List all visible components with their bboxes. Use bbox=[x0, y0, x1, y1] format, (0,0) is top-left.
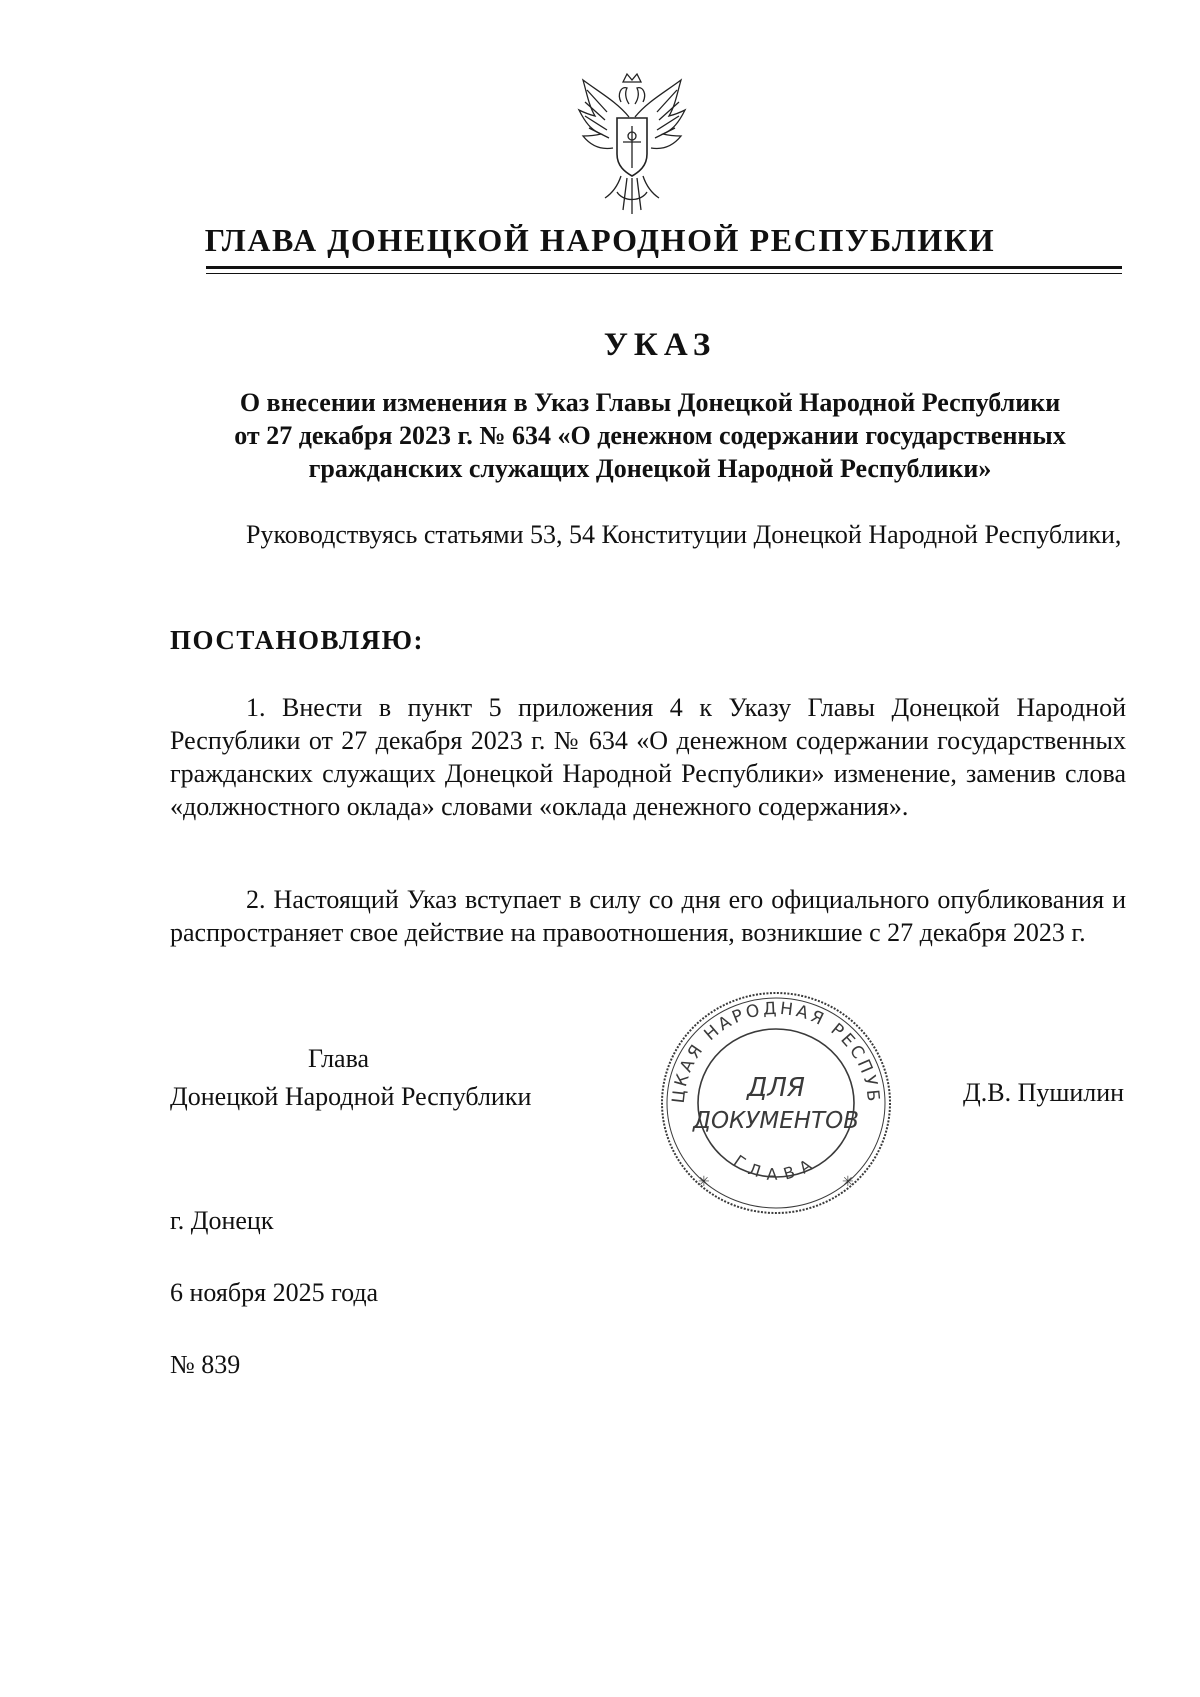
seal-bottom-text: ГЛАВА bbox=[730, 1151, 822, 1184]
seal-ring-text: ЦКАЯ НАРОДНАЯ РЕСПУБ bbox=[668, 998, 884, 1106]
clause-line: 2. Настоящий Указ вступает в силу со дня его официального bbox=[246, 885, 930, 914]
clause-line: с 27 декабря 2023 г. bbox=[869, 918, 1086, 947]
document-title-line: гражданских служащих Донецкой Народной Республики» bbox=[308, 454, 992, 483]
seal-star-icon: ✳ bbox=[842, 1174, 854, 1190]
preamble-line: Республики, bbox=[984, 520, 1122, 549]
seal-star-icon: ✳ bbox=[698, 1174, 710, 1190]
clause-2-paragraph bbox=[170, 883, 1126, 949]
header-rule-thick bbox=[206, 266, 1122, 269]
issuing-authority-heading: ГЛАВА ДОНЕЦКОЙ НАРОДНОЙ РЕСПУБЛИКИ bbox=[204, 222, 996, 258]
clause-line: 1. Внести в пункт 5 приложения 4 к Указу Главы Донецкой Народной bbox=[246, 693, 1126, 722]
document-title-line: от 27 декабря 2023 г. № 634 «О денежном содержании государственных bbox=[234, 421, 1066, 450]
document-title bbox=[170, 386, 1130, 485]
document-type: УКАЗ bbox=[603, 327, 717, 363]
preamble-line: Руководствуясь статьями 53, 54 Конституции Донецкой Народной bbox=[246, 520, 978, 549]
svg-text:ГЛАВА bbox=[730, 1151, 822, 1184]
seal-center-line: ДЛЯ bbox=[747, 1073, 805, 1103]
clause-1-paragraph bbox=[170, 691, 1126, 823]
signatory-position-line: Глава bbox=[308, 1044, 370, 1073]
clause-line: опубликования и распространяет свое действие на правоотношения, возникшие bbox=[170, 885, 1126, 947]
clause-line: содержания». bbox=[758, 792, 909, 821]
signing-date: 6 ноября 2025 года bbox=[170, 1278, 379, 1307]
preamble-paragraph bbox=[170, 518, 1126, 551]
seal-center-line: ДОКУМЕНТОВ bbox=[692, 1108, 860, 1134]
official-seal-stamp bbox=[656, 988, 896, 1218]
decree-number: № 839 bbox=[170, 1350, 241, 1379]
seal-icon bbox=[656, 988, 896, 1218]
place-of-signing: г. Донецк bbox=[170, 1206, 274, 1235]
document-title-line: О внесении изменения в Указ Главы Донецкой Народной Республики bbox=[239, 388, 1061, 417]
signatory-position bbox=[170, 1040, 531, 1116]
clause-line: изменение, заменив слова «должностного оклада» словами «оклада денежного bbox=[170, 759, 1127, 821]
eagle-icon bbox=[577, 72, 687, 217]
coat-of-arms-emblem bbox=[577, 72, 687, 217]
header-rule-thin bbox=[206, 273, 1122, 274]
clause-line: государственных гражданских служащих Донецкой Народной Республики» bbox=[170, 726, 1126, 788]
signatory-name: Д.В. Пушилин bbox=[963, 1078, 1125, 1107]
signatory-position-line: Донецкой Народной Республики bbox=[170, 1082, 532, 1111]
clause-line: Республики от 27 декабря 2023 г. № 634 «О денежном содержании bbox=[170, 726, 929, 755]
decree-operative-word: ПОСТАНОВЛЯЮ: bbox=[170, 625, 424, 655]
